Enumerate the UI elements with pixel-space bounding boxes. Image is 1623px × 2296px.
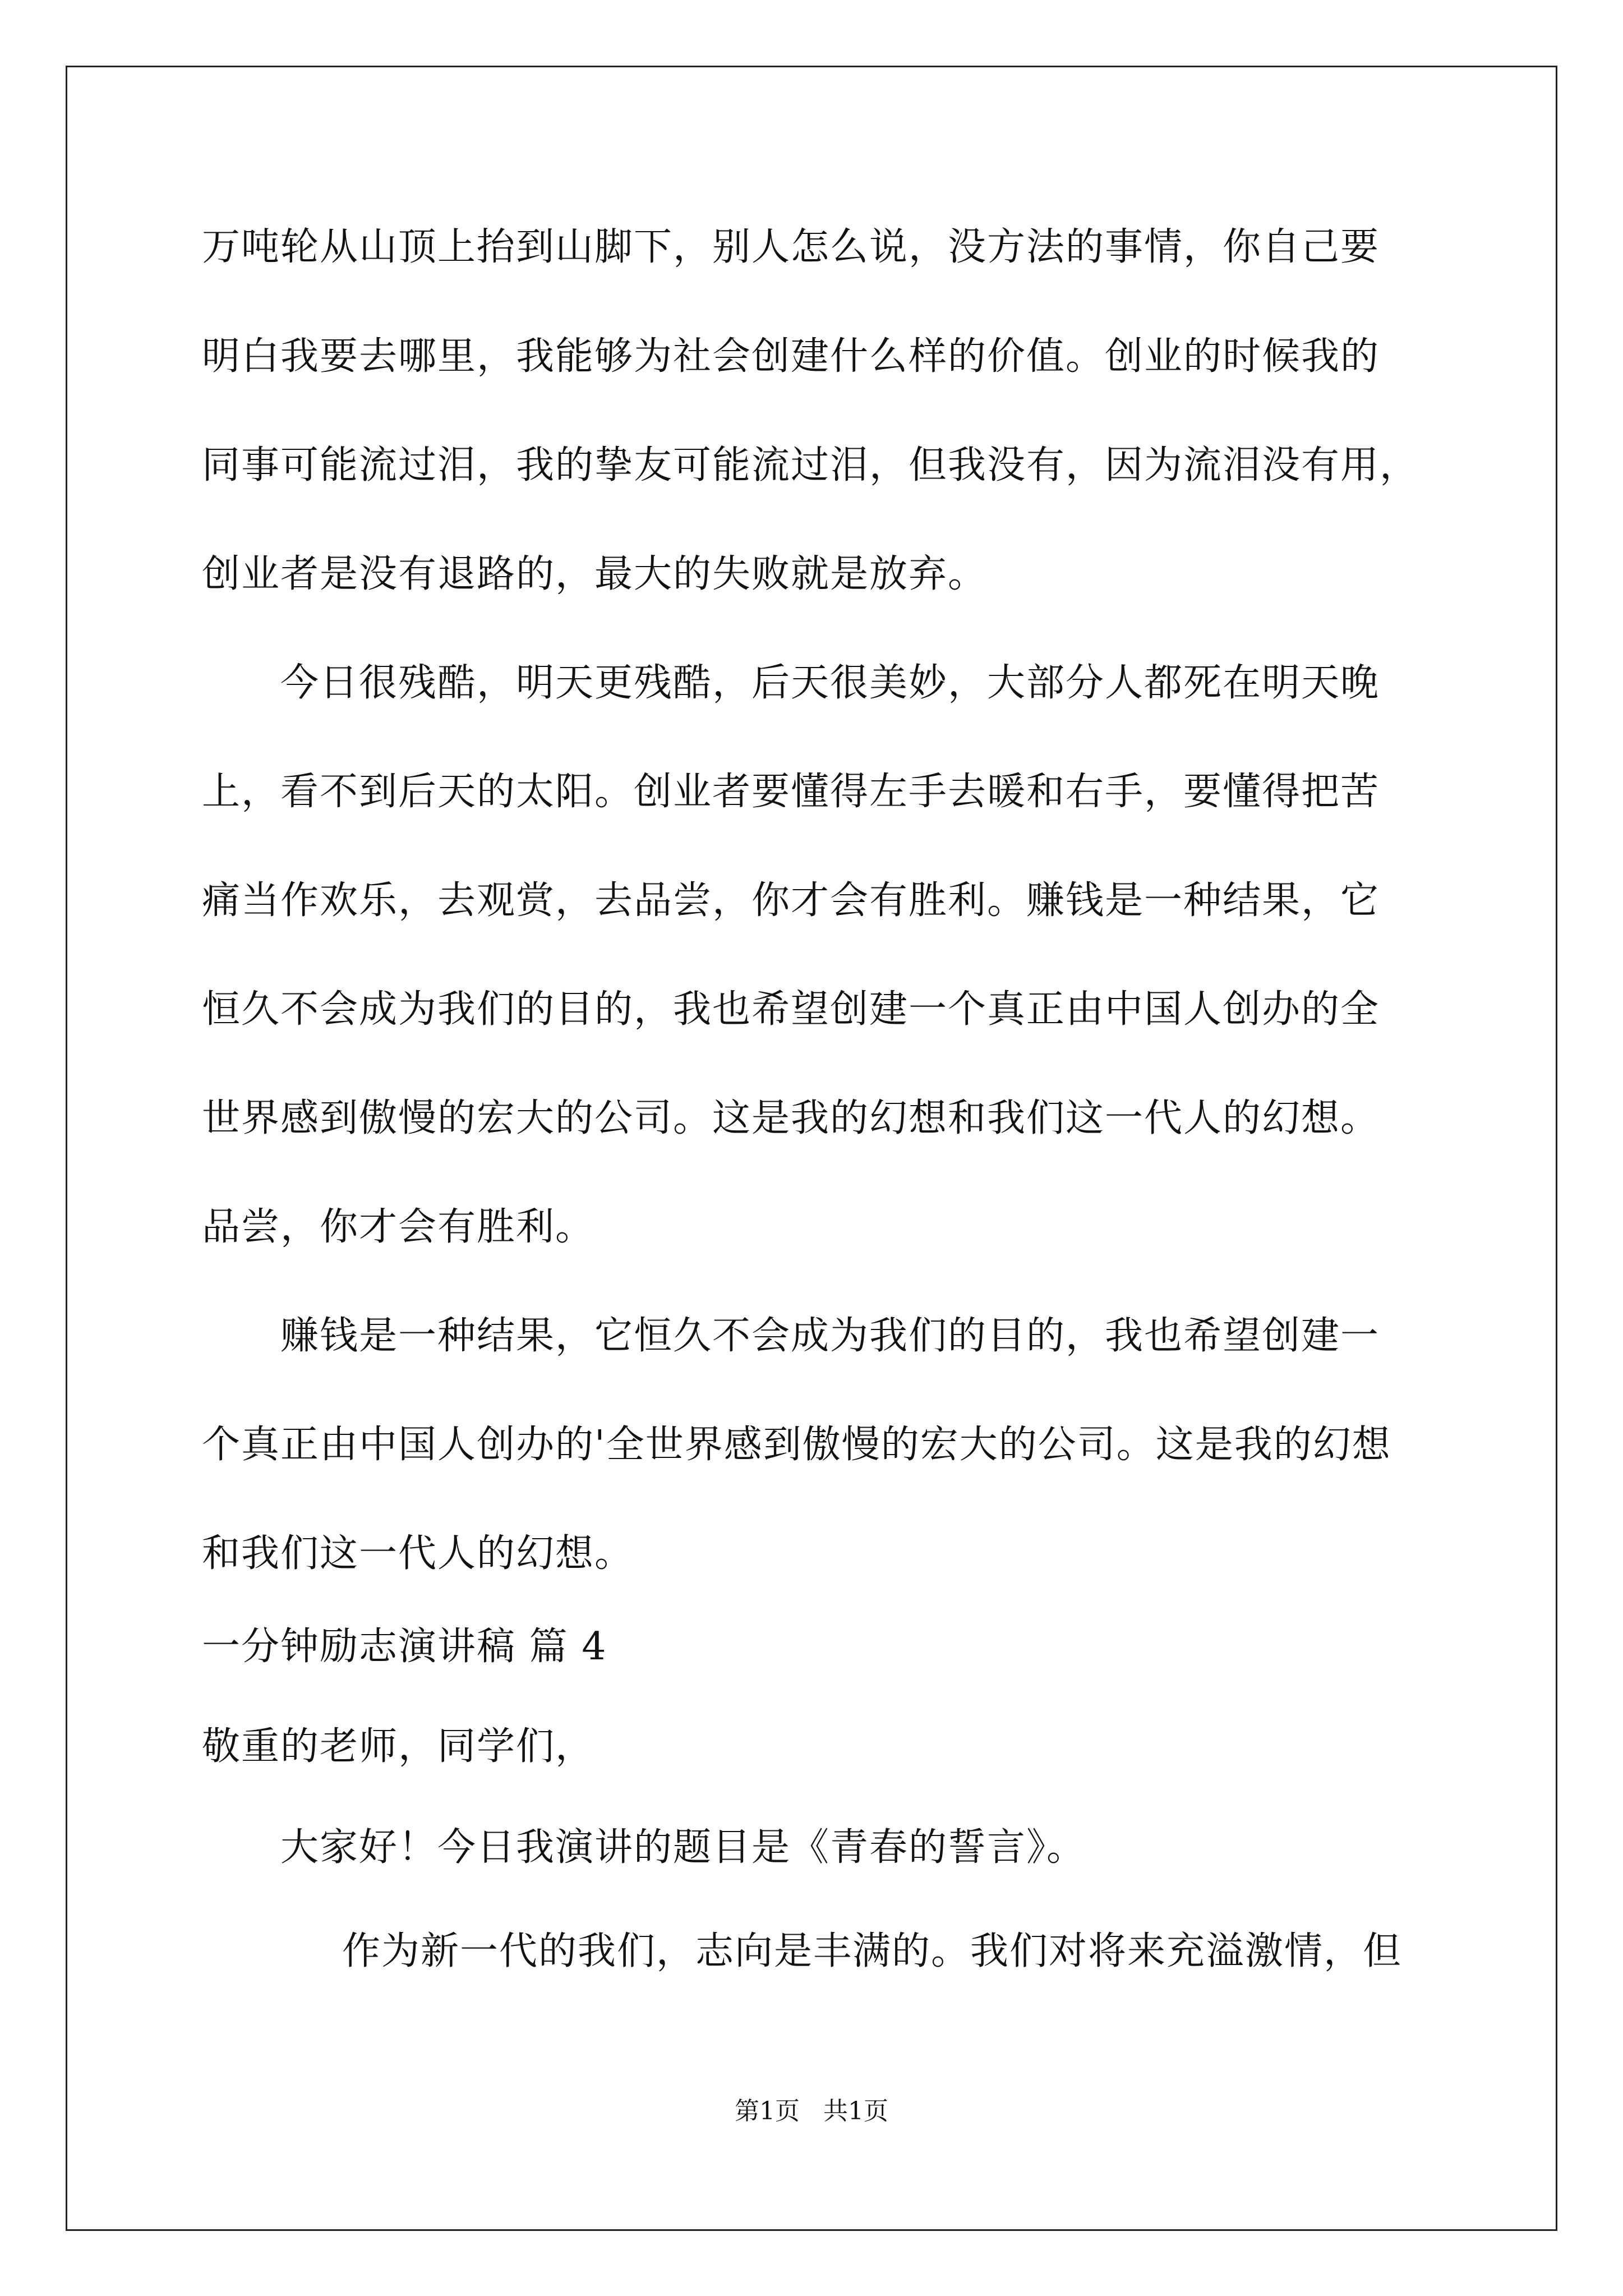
body-text-line: 痛当作欢乐，去观赏，去品尝，你才会有胜利。赚钱是一种结果，它	[202, 878, 1380, 923]
body-text-line: 万吨轮从山顶上抬到山脚下，别人怎么说，没方法的事情，你自己要	[202, 225, 1380, 269]
salutation: 敬重的老师，同学们，	[202, 1724, 595, 1769]
body-text-line: 创业者是没有退路的，最大的失败就是放弃。	[202, 552, 988, 596]
page-footer: 第1页 共1页	[735, 2097, 888, 2125]
body-text-line: 同事可能流过泪，我的挚友可能流过泪，但我没有，因为流泪没有用，	[202, 443, 1419, 487]
body-text-line: 明白我要去哪里，我能够为社会创建什么样的价值。创业的时候我的	[202, 334, 1380, 379]
body-text-line: 大家好！今日我演讲的题目是《青春的誓言》。	[280, 1825, 1086, 1870]
body-text-line: 恒久不会成为我们的目的，我也希望创建一个真正由中国人创办的全	[202, 987, 1380, 1032]
body-text-line: 今日很残酷，明天更残酷，后天很美妙，大部分人都死在明天晚	[280, 661, 1380, 705]
body-text-line: 世界感到傲慢的宏大的公司。这是我的幻想和我们这一代人的幻想。	[202, 1096, 1380, 1140]
page-border	[66, 66, 1557, 2231]
body-text-line: 个真正由中国人创办的'全世界感到傲慢的宏大的公司。这是我的幻想	[202, 1423, 1391, 1467]
body-text-line: 上，看不到后天的太阳。创业者要懂得左手去暖和右手，要懂得把苦	[202, 770, 1380, 814]
section-heading: 一分钟励志演讲稿 篇 4	[202, 1625, 607, 1669]
body-text-line: 和我们这一代人的幻想。	[202, 1531, 634, 1576]
body-text-line: 赚钱是一种结果，它恒久不会成为我们的目的，我也希望创建一	[280, 1314, 1380, 1358]
body-text-line: 品尝，你才会有胜利。	[202, 1205, 595, 1249]
body-text-line: 作为新一代的我们，志向是丰满的。我们对将来充溢激情，但	[342, 1929, 1403, 1973]
